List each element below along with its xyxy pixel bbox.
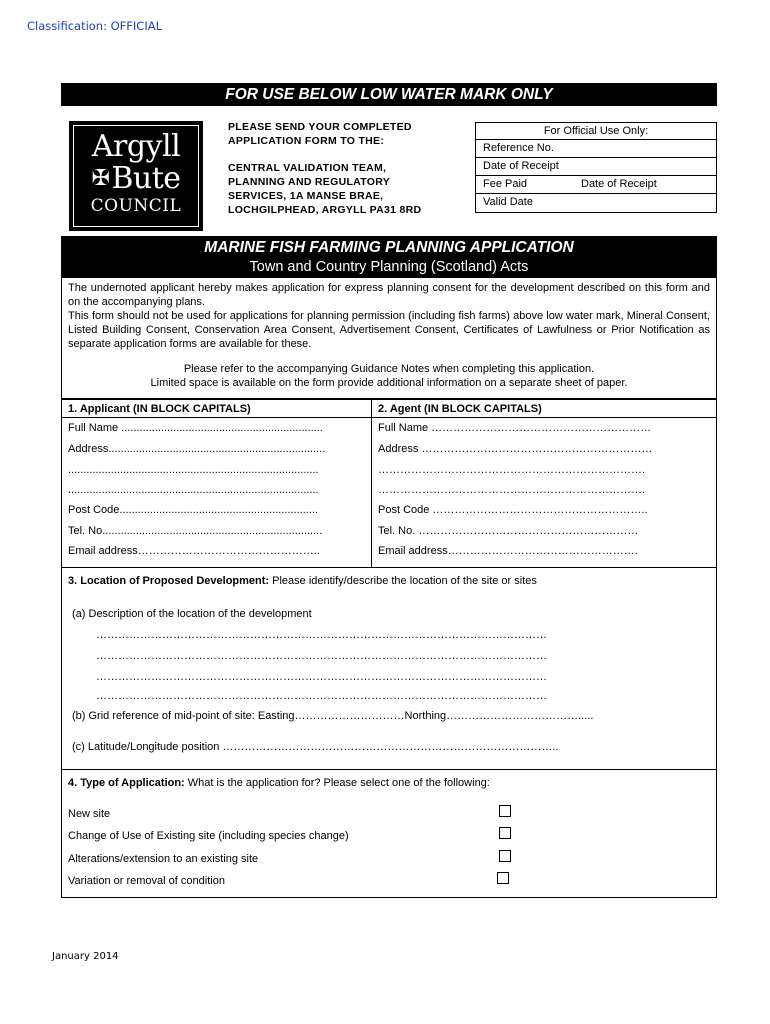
form-title-main: MARINE FISH FARMING PLANNING APPLICATION [204, 239, 574, 256]
agent-heading: 2. Agent (IN BLOCK CAPITALS) [372, 400, 716, 418]
low-water-banner: FOR USE BELOW LOW WATER MARK ONLY [61, 83, 717, 106]
lat-long-field[interactable]: (c) Latitude/Longitude position ……………………………………………………………………………….. [72, 741, 559, 753]
location-description-line-3[interactable]: …………………………………………………………………………………………………………… [96, 671, 547, 683]
application-type-heading: 4. Type of Application: What is the application for? Please select one of the following: [68, 777, 490, 789]
alterations-checkbox[interactable] [499, 850, 511, 862]
location-description-line-2[interactable]: …………………………………………………………………………………………………………… [96, 650, 547, 662]
applicant-post-code-field[interactable]: Post Code................................................................. [68, 504, 319, 516]
applicant-full-name-field[interactable]: Full Name .................................................................. [68, 422, 323, 434]
official-use-box [475, 122, 717, 213]
application-type-section [61, 770, 717, 898]
logo-line-3: COUNCIL [90, 196, 182, 216]
grid-reference-field[interactable]: (b) Grid reference of mid-point of site: Easting…………………………Northing………………………………..... [72, 710, 594, 722]
location-description-label: (a) Description of the location of the development [72, 608, 312, 620]
logo-line-2: ✠Bute [91, 161, 181, 196]
option-alterations-label: Alterations/extension to an existing site [68, 853, 259, 865]
location-description-line-1[interactable]: …………………………………………………………………………………………………………… [96, 629, 547, 641]
reference-no-field: Reference No. [476, 140, 716, 158]
agent-post-code-field[interactable]: Post Code ………………………………………………….. [378, 504, 648, 516]
new-site-checkbox[interactable] [499, 805, 511, 817]
applicant-agent-section [61, 399, 717, 568]
send-to-address: PLEASE SEND YOUR COMPLETED APPLICATION FORM TO THE: CENTRAL VALIDATION TEAM, PLANNING AND REGULATORY SERVICES, 1A MANSE BRAE, LOCHGILPHEAD, ARGYLL PA31 8RD [228, 121, 422, 216]
change-of-use-checkbox[interactable] [499, 827, 511, 839]
option-new-site-label: New site [68, 808, 111, 820]
applicant-address-line-3[interactable]: .................................................................................. [68, 484, 319, 496]
agent-email-field[interactable]: Email address……………………………………………. [378, 545, 638, 557]
classification-label: Classification: OFFICIAL [27, 19, 162, 33]
applicant-heading: 1. Applicant (IN BLOCK CAPITALS) [62, 400, 371, 418]
agent-address-line-3[interactable]: ………………………………………………………………. [378, 484, 646, 496]
form-title-sub: Town and Country Planning (Scotland) Acts [249, 259, 529, 275]
agent-address-field[interactable]: Address ……………………………………………………… [378, 443, 653, 455]
agent-full-name-field[interactable]: Full Name …………………………………………………… [378, 422, 652, 434]
form-title [61, 236, 717, 278]
option-change-of-use-label: Change of Use of Existing site (including species change) [68, 830, 349, 842]
agent-tel-field[interactable]: Tel. No. …………………………………………………… [378, 525, 639, 537]
location-description-line-4[interactable]: …………………………………………………………………………………………………………… [96, 690, 547, 702]
council-logo [69, 121, 203, 231]
date-of-receipt-field: Date of Receipt [476, 158, 716, 176]
variation-checkbox[interactable] [497, 872, 509, 884]
footer-date: January 2014 [52, 951, 119, 962]
valid-date-field: Valid Date [483, 196, 533, 208]
intro-text: The undernoted applicant hereby makes application for express planning consent for the development described on this form and on the accompanying plans. This form should not be used for applications for planning permission (including fish farms) above low water mark, Mineral Consent, Listed Building Consent, Conservation Area Consent, Advertisement Consent, Certificates of Lawfulness or Prior Notification as separate application forms are available for these. Please refer to the accompanying Guidance Notes when completing this application. Limited space is available on the form provide additional information on a separate sheet of paper. [61, 278, 717, 399]
applicant-address-line-2[interactable]: .................................................................................. [68, 464, 319, 476]
agent-address-line-2[interactable]: ………………………………………………………………. [378, 464, 646, 476]
agent-column [372, 400, 716, 567]
option-variation-label: Variation or removal of condition [68, 875, 225, 887]
celtic-cross-icon: ✠ [91, 166, 110, 191]
applicant-address-field[interactable]: Address....................................................................... [68, 443, 326, 455]
official-use-heading: For Official Use Only: [476, 123, 716, 140]
applicant-email-field[interactable]: Email address………………………………………….. [68, 545, 320, 557]
location-section [61, 568, 717, 770]
location-heading: 3. Location of Proposed Development: Please identify/describe the location of the site or sites [68, 575, 537, 587]
logo-line-1: Argyll [91, 129, 181, 164]
applicant-tel-field[interactable]: Tel. No........................................................................ [68, 525, 323, 537]
fee-paid-field: Fee Paid Date of Receipt [476, 176, 716, 194]
applicant-column [62, 400, 372, 567]
